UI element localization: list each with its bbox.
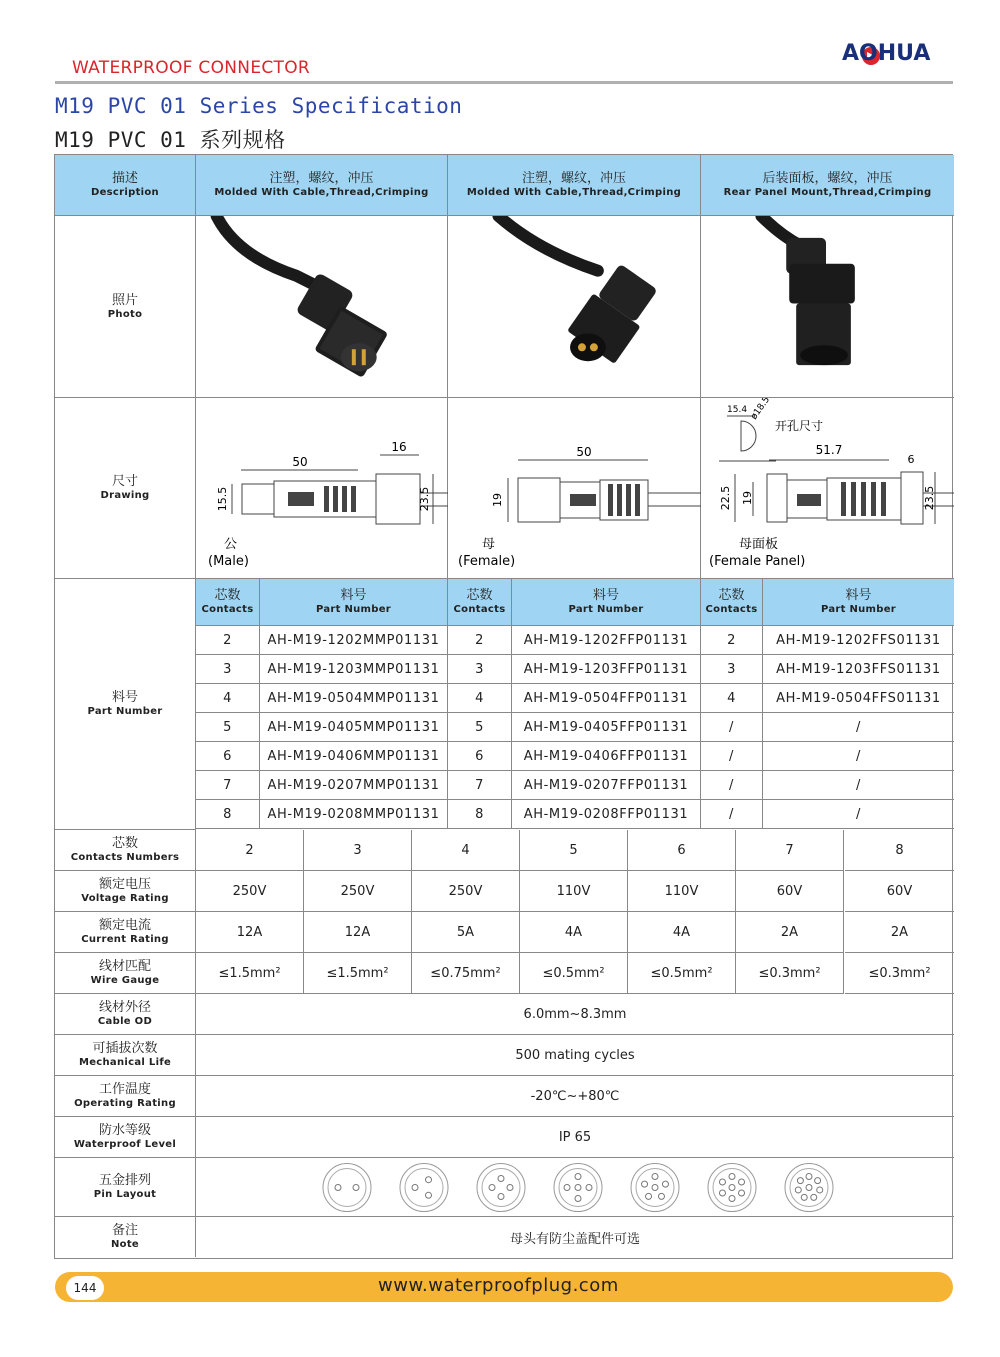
spec-value-cell xyxy=(736,912,844,953)
sub-header-part xyxy=(260,579,448,626)
part-number-value: AH-M19-1202MMP01131 xyxy=(267,632,440,648)
pin-layout-6-icon xyxy=(631,1164,679,1212)
part-cell xyxy=(701,626,763,655)
part-cell xyxy=(448,713,512,742)
contacts-value: 3 xyxy=(475,661,484,677)
row-label-cn: 照片 xyxy=(111,292,138,308)
spec-value-cell xyxy=(304,953,412,994)
part-cell xyxy=(512,684,701,713)
part-cell xyxy=(260,771,448,800)
contacts-value: / xyxy=(729,777,734,793)
part-cell xyxy=(763,771,954,800)
spec-value-cell xyxy=(736,953,844,994)
contacts-value: 6 xyxy=(475,748,484,764)
spec-value-cell xyxy=(412,953,520,994)
col-header-description xyxy=(55,155,196,216)
spec-value-cell xyxy=(628,830,736,871)
page-number: 144 xyxy=(66,1276,104,1300)
drawing-panel xyxy=(701,398,954,579)
drawing-female xyxy=(448,398,701,579)
contacts-value: 4 xyxy=(727,690,736,706)
row-label-part-number xyxy=(55,579,196,830)
spec-value-cell xyxy=(845,830,954,871)
spec-value-cell xyxy=(196,912,304,953)
spec-value: ≤0.5mm² xyxy=(650,965,713,981)
part-cell xyxy=(196,771,260,800)
spec-label xyxy=(55,1076,196,1117)
spec-value: 2A xyxy=(890,924,909,940)
brand-name: AOHUA xyxy=(842,41,931,66)
female-dim-d1: 19 xyxy=(491,493,504,507)
spec-value: 母头有防尘盖配件可选 xyxy=(509,1231,640,1247)
male-drawing xyxy=(196,398,448,579)
spec-label-en: Operating Rating xyxy=(74,1098,176,1109)
spec-label xyxy=(55,1217,196,1257)
spec-label-en: Voltage Rating xyxy=(81,893,169,904)
part-cell xyxy=(763,655,954,684)
part-cell xyxy=(196,626,260,655)
spec-value-cell xyxy=(196,994,954,1035)
row-label-en: Part Number xyxy=(87,706,163,717)
section-title: WATERPROOF CONNECTOR xyxy=(72,58,311,78)
spec-value-cell xyxy=(412,830,520,871)
spec-value: 6.0mm~8.3mm xyxy=(523,1006,627,1022)
row-label-en: Photo xyxy=(107,308,143,320)
contacts-value: 5 xyxy=(475,719,484,735)
part-cell xyxy=(512,655,701,684)
part-cell xyxy=(260,713,448,742)
panel-dim-length: 51.7 xyxy=(815,443,843,457)
contacts-value: 8 xyxy=(475,806,484,822)
spec-value: 60V xyxy=(776,883,803,899)
panel-dim-d2: 19 xyxy=(741,491,754,505)
spec-label-en: Waterproof Level xyxy=(73,1139,177,1150)
spec-label-cn: 可插拔次数 xyxy=(92,1041,158,1056)
part-number-value: AH-M19-0406FFP01131 xyxy=(523,748,689,764)
spec-label-en: Mechanical Life xyxy=(78,1057,172,1068)
sub-header-cn: 料号 xyxy=(592,588,619,603)
col-header-en: Molded With Cable,Thread,Crimping xyxy=(466,187,682,198)
part-cell xyxy=(448,655,512,684)
spec-value: ≤0.75mm² xyxy=(430,965,501,981)
spec-label xyxy=(55,871,196,912)
male-connector-image xyxy=(196,216,448,397)
spec-label-en: Pin Layout xyxy=(93,1189,157,1200)
spec-value: 4 xyxy=(461,842,470,858)
contacts-value: / xyxy=(729,806,734,822)
part-number-value: AH-M19-1203FFP01131 xyxy=(523,661,689,677)
page-title-cn: M19 PVC 01 系列规格 xyxy=(55,128,286,152)
row-label-cn: 料号 xyxy=(111,690,138,705)
col-header-en: Description xyxy=(91,187,159,198)
spec-label-cn: 工作温度 xyxy=(98,1082,151,1097)
part-cell xyxy=(701,800,763,829)
part-cell xyxy=(763,713,954,742)
spec-value-cell xyxy=(304,830,412,871)
part-cell xyxy=(701,684,763,713)
part-cell xyxy=(196,684,260,713)
spec-label xyxy=(55,1035,196,1076)
spec-value: 4A xyxy=(564,924,583,940)
spec-value: 250V xyxy=(232,883,267,899)
spec-value: ≤0.3mm² xyxy=(868,965,931,981)
pin-layout-2-icon xyxy=(323,1164,371,1212)
sub-header-contacts xyxy=(701,579,763,626)
part-cell xyxy=(448,771,512,800)
part-number-value: AH-M19-1203MMP01131 xyxy=(267,661,440,677)
female-drawing xyxy=(448,398,701,579)
panel-label-cn: 母面板 xyxy=(739,537,779,552)
spec-label-cn: 线材匹配 xyxy=(98,959,151,974)
spec-value: 12A xyxy=(236,924,263,940)
spec-label-cn: 线材外径 xyxy=(98,1000,151,1015)
panel-dim-width: 15.4 xyxy=(727,405,748,415)
spec-value: 7 xyxy=(785,842,794,858)
female-label-cn: 母 xyxy=(482,537,496,552)
part-number-value: AH-M19-0504FFS01131 xyxy=(776,690,941,706)
row-label-en: Drawing xyxy=(100,490,150,501)
female-connector-image xyxy=(448,216,701,397)
male-dim-head: 16 xyxy=(391,440,407,454)
sub-header-cn: 芯数 xyxy=(718,588,745,603)
male-dim-d1: 15.5 xyxy=(216,486,229,512)
sub-header-part xyxy=(763,579,954,626)
photo-female-connector xyxy=(448,216,701,398)
part-cell xyxy=(701,771,763,800)
female-dim-length: 50 xyxy=(576,445,592,459)
col-header-panel xyxy=(701,155,954,216)
part-cell xyxy=(260,655,448,684)
spec-value: 2 xyxy=(245,842,254,858)
part-number-value: AH-M19-1202FFS01131 xyxy=(776,632,941,648)
part-number-value: AH-M19-1202FFP01131 xyxy=(523,632,689,648)
spec-value: 110V xyxy=(664,883,699,899)
panel-dim-nut: 6 xyxy=(907,453,915,466)
part-cell xyxy=(512,800,701,829)
pin-layout-4-icon xyxy=(477,1164,525,1212)
part-number-value: AH-M19-0504MMP01131 xyxy=(267,690,440,706)
part-cell xyxy=(763,626,954,655)
panel-label-en: (Female Panel) xyxy=(709,554,806,569)
part-cell xyxy=(196,713,260,742)
part-cell xyxy=(196,742,260,771)
spec-value: ≤1.5mm² xyxy=(326,965,389,981)
contacts-value: 7 xyxy=(223,777,232,793)
part-number-value: AH-M19-0207MMP01131 xyxy=(267,777,440,793)
spec-label-cn: 额定电压 xyxy=(98,877,151,892)
spec-value-cell xyxy=(845,953,954,994)
spec-value-cell xyxy=(196,1076,954,1117)
contacts-value: 7 xyxy=(475,777,484,793)
row-label-cn: 尺寸 xyxy=(111,474,138,489)
contacts-value: 3 xyxy=(223,661,232,677)
spec-label-cn: 备注 xyxy=(111,1223,138,1238)
spec-value-cell xyxy=(196,1035,954,1076)
col-header-en: Molded With Cable,Thread,Crimping xyxy=(214,187,429,198)
col-header-cn: 后装面板，螺纹，冲压 xyxy=(762,171,893,186)
drawing-male xyxy=(196,398,448,579)
part-cell xyxy=(763,800,954,829)
spec-label-cn: 防水等级 xyxy=(98,1123,151,1138)
photo-male-connector xyxy=(196,216,448,398)
part-cell xyxy=(260,684,448,713)
row-label-photo xyxy=(55,216,196,398)
part-cell xyxy=(512,713,701,742)
sub-header-en: Contacts xyxy=(453,604,506,615)
spec-label xyxy=(55,994,196,1035)
sub-header-en: Contacts xyxy=(201,604,254,615)
col-header-cn: 注塑，螺纹，冲压 xyxy=(269,171,374,186)
spec-value: 5A xyxy=(456,924,475,940)
spec-value: 2A xyxy=(780,924,799,940)
col-header-cn: 描述 xyxy=(111,171,138,186)
spec-value-cell xyxy=(196,1117,954,1158)
pin-layout-5-icon xyxy=(554,1164,602,1212)
spec-value: 60V xyxy=(886,883,913,899)
spec-value-cell xyxy=(520,871,628,912)
part-number-value: / xyxy=(856,748,861,764)
spec-value: 4A xyxy=(672,924,691,940)
female-label-en: (Female) xyxy=(458,554,516,569)
pin-layout-cell xyxy=(196,1158,954,1217)
panel-cutout-label: 开孔尺寸 xyxy=(775,419,824,433)
sub-header-en: Part Number xyxy=(820,604,897,615)
part-number-value: / xyxy=(856,777,861,793)
part-cell xyxy=(763,684,954,713)
spec-value: ≤0.5mm² xyxy=(542,965,605,981)
spec-value: 500 mating cycles xyxy=(515,1047,635,1063)
spec-value-cell xyxy=(196,1217,954,1257)
part-cell xyxy=(701,713,763,742)
spec-value: 8 xyxy=(895,842,904,858)
contacts-value: 2 xyxy=(475,632,484,648)
sub-header-cn: 芯数 xyxy=(214,588,241,603)
spec-label-en: Cable OD xyxy=(97,1016,153,1027)
spec-value: 250V xyxy=(448,883,483,899)
header-rule xyxy=(55,81,953,84)
part-cell xyxy=(701,655,763,684)
row-label-drawing xyxy=(55,398,196,579)
spec-label xyxy=(55,1117,196,1158)
spec-value: 250V xyxy=(340,883,375,899)
part-number-value: AH-M19-0208FFP01131 xyxy=(523,806,689,822)
spec-label xyxy=(55,830,196,871)
contacts-value: 4 xyxy=(475,690,484,706)
contacts-value: 4 xyxy=(223,690,232,706)
panel-dim-diameter: ø18.5 xyxy=(749,398,773,422)
part-number-value: / xyxy=(856,806,861,822)
spec-label-en: Contacts Numbers xyxy=(70,852,180,863)
contacts-value: 2 xyxy=(223,632,232,648)
part-number-value: AH-M19-0405MMP01131 xyxy=(267,719,440,735)
col-header-female xyxy=(448,155,701,216)
sub-header-cn: 料号 xyxy=(845,588,872,603)
male-dim-d2: 23.5 xyxy=(418,486,431,512)
contacts-value: 2 xyxy=(727,632,736,648)
sub-header-part xyxy=(512,579,701,626)
spec-value: 110V xyxy=(556,883,591,899)
pin-layout-diagrams xyxy=(196,1158,954,1216)
contacts-value: / xyxy=(729,719,734,735)
spec-value-cell xyxy=(196,953,304,994)
spec-label-cn: 五金排列 xyxy=(98,1173,151,1188)
part-number-value: / xyxy=(856,719,861,735)
col-header-cn: 注塑，螺纹，冲压 xyxy=(521,171,626,186)
male-dim-length: 50 xyxy=(292,455,308,469)
pin-layout-3-icon xyxy=(400,1164,448,1212)
panel-connector-image xyxy=(701,216,954,397)
part-cell xyxy=(448,800,512,829)
spec-value-cell xyxy=(628,953,736,994)
spec-value: 3 xyxy=(353,842,362,858)
contacts-value: 5 xyxy=(223,719,232,735)
spec-label xyxy=(55,953,196,994)
spec-value-cell xyxy=(845,912,954,953)
sub-header-cn: 芯数 xyxy=(466,588,493,603)
part-cell xyxy=(196,800,260,829)
part-cell xyxy=(512,742,701,771)
brand-logo xyxy=(842,38,942,72)
part-number-value: AH-M19-0504FFP01131 xyxy=(523,690,689,706)
sub-header-contacts xyxy=(196,579,260,626)
spec-value-cell xyxy=(412,912,520,953)
spec-value: 12A xyxy=(344,924,371,940)
sub-header-en: Contacts xyxy=(705,604,758,615)
sub-header-en: Part Number xyxy=(568,604,644,615)
spec-value: 6 xyxy=(677,842,686,858)
part-number-value: AH-M19-0208MMP01131 xyxy=(267,806,440,822)
part-cell xyxy=(448,742,512,771)
panel-dim-d1: 22.5 xyxy=(719,485,732,511)
spec-value-cell xyxy=(304,912,412,953)
pin-layout-7-icon xyxy=(708,1164,756,1212)
footer-url[interactable]: www.waterproofplug.com xyxy=(378,1275,619,1296)
part-cell xyxy=(448,626,512,655)
part-cell xyxy=(260,626,448,655)
part-cell xyxy=(763,742,954,771)
spec-value: 5 xyxy=(569,842,578,858)
part-cell xyxy=(260,742,448,771)
spec-label xyxy=(55,1158,196,1217)
spec-label-en: Wire Gauge xyxy=(90,975,160,986)
sub-header-en: Part Number xyxy=(315,604,392,615)
part-number-value: AH-M19-0207FFP01131 xyxy=(523,777,689,793)
spec-table xyxy=(54,154,953,1259)
spec-value-cell xyxy=(304,871,412,912)
spec-label xyxy=(55,912,196,953)
spec-value-cell xyxy=(628,912,736,953)
spec-value-cell xyxy=(736,871,844,912)
spec-value: ≤0.3mm² xyxy=(758,965,821,981)
spec-value-cell xyxy=(845,871,954,912)
contacts-value: 3 xyxy=(727,661,736,677)
part-number-value: AH-M19-0405FFP01131 xyxy=(523,719,689,735)
spec-value: IP 65 xyxy=(558,1129,592,1145)
panel-drawing xyxy=(701,398,954,579)
part-cell xyxy=(260,800,448,829)
contacts-value: / xyxy=(729,748,734,764)
contacts-value: 6 xyxy=(223,748,232,764)
male-label-cn: 公 xyxy=(224,537,238,552)
spec-value-cell xyxy=(520,953,628,994)
spec-label-cn: 芯数 xyxy=(111,836,138,851)
panel-dim-d3: 23.5 xyxy=(923,485,936,511)
sub-header-cn: 料号 xyxy=(340,588,367,603)
col-header-en: Rear Panel Mount,Thread,Crimping xyxy=(723,187,932,198)
spec-value: ≤1.5mm² xyxy=(218,965,281,981)
pin-layout-8-icon xyxy=(785,1164,833,1212)
spec-label-en: Note xyxy=(110,1239,139,1250)
part-cell xyxy=(512,626,701,655)
spec-value: -20℃~+80℃ xyxy=(530,1088,620,1104)
spec-value-cell xyxy=(736,830,844,871)
male-label-en: (Male) xyxy=(208,554,249,569)
spec-value-cell xyxy=(628,871,736,912)
contacts-value: 8 xyxy=(223,806,232,822)
spec-value-cell xyxy=(520,912,628,953)
spec-value-cell xyxy=(520,830,628,871)
part-cell xyxy=(448,684,512,713)
part-cell xyxy=(196,655,260,684)
col-header-male xyxy=(196,155,448,216)
photo-panel-connector xyxy=(701,216,954,398)
spec-value-cell xyxy=(196,830,304,871)
part-cell xyxy=(701,742,763,771)
spec-label-cn: 额定电流 xyxy=(98,918,151,933)
page-title-en: M19 PVC 01 Series Specification xyxy=(55,94,463,118)
sub-header-contacts xyxy=(448,579,512,626)
spec-label-en: Current Rating xyxy=(81,934,169,945)
part-cell xyxy=(512,771,701,800)
part-number-value: AH-M19-1203FFS01131 xyxy=(776,661,941,677)
spec-value-cell xyxy=(412,871,520,912)
part-number-value: AH-M19-0406MMP01131 xyxy=(267,748,440,764)
spec-value-cell xyxy=(196,871,304,912)
